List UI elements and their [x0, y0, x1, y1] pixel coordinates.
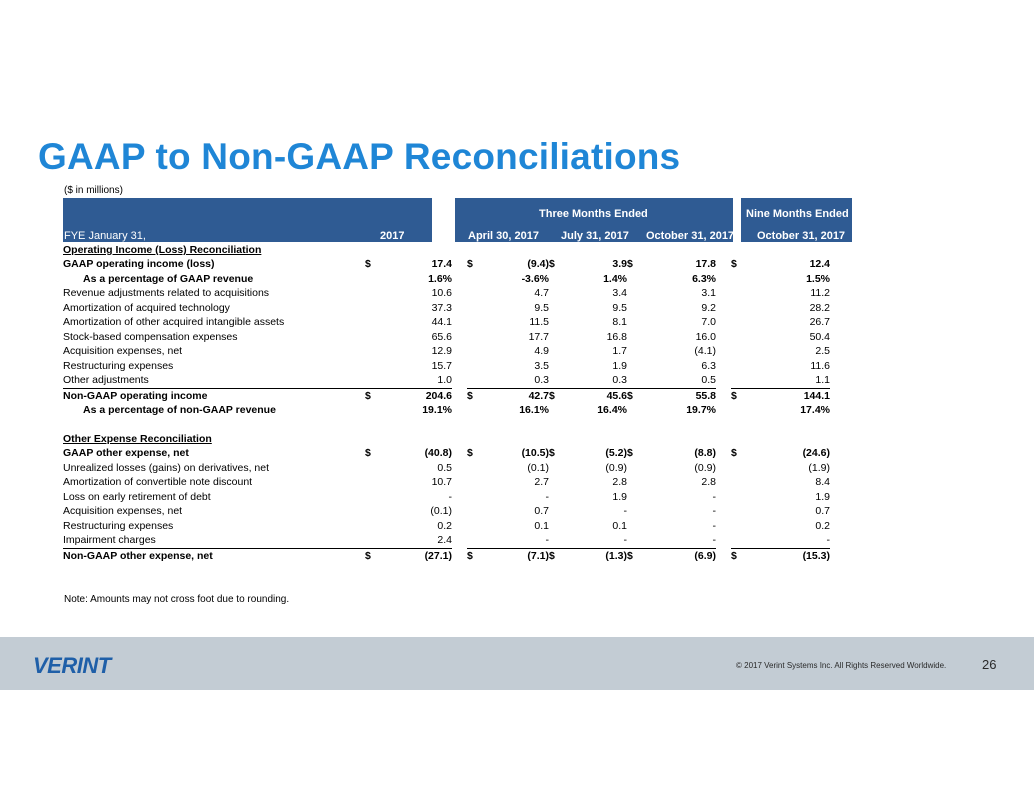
- cell-value: 1.1: [815, 374, 830, 387]
- table-row: [63, 475, 830, 489]
- cell-value: 2.8: [701, 476, 716, 489]
- cell-value: -: [479, 533, 549, 548]
- cell-value: (9.4): [527, 258, 549, 271]
- cell-value: 1.9: [612, 359, 627, 372]
- currency-symbol: $: [365, 549, 371, 562]
- cell-value: 3.4: [612, 287, 627, 300]
- cell-value: 9.5: [534, 301, 549, 314]
- currency-symbol: $: [365, 447, 371, 460]
- cell-value: 0.2: [437, 519, 452, 532]
- row-label: Stock-based compensation expenses: [63, 330, 238, 343]
- cell-value: 7.0: [701, 316, 716, 329]
- cell-value: 19.7%: [686, 403, 716, 416]
- reconciliation-table: [63, 243, 830, 563]
- cell-value: 8.4: [815, 476, 830, 489]
- cell-value: 4.7: [534, 287, 549, 300]
- cell-value: 1.0: [437, 374, 452, 387]
- cell-value: 45.6: [561, 388, 627, 403]
- cell-value: (5.2): [605, 447, 627, 460]
- currency-symbol: $: [627, 388, 639, 403]
- cell-value: 0.7: [534, 505, 549, 518]
- cell-value: 19.1%: [422, 403, 452, 416]
- currency-symbol: $: [365, 258, 371, 271]
- cell-value: (15.3): [802, 549, 830, 562]
- cell-value: (0.9): [694, 461, 716, 474]
- cell-value: 1.9: [815, 490, 830, 503]
- table-row: [63, 490, 830, 504]
- cell-value: 2.8: [612, 476, 627, 489]
- row-label: Non-GAAP other expense, net: [63, 549, 213, 562]
- table-row: [63, 403, 830, 417]
- currency-symbol: $: [467, 549, 473, 562]
- col-header-apr: April 30, 2017: [468, 230, 539, 242]
- row-label: As a percentage of non-GAAP revenue: [83, 403, 276, 416]
- cell-value: 1.9: [612, 490, 627, 503]
- cell-value: 55.8: [639, 388, 716, 403]
- cell-value: (0.1): [527, 461, 549, 474]
- cell-value: 3.9: [612, 258, 627, 271]
- currency-symbol: $: [365, 388, 377, 403]
- cell-value: 204.6: [377, 388, 452, 403]
- cell-value: 12.9: [431, 345, 452, 358]
- footer-bar: [0, 637, 1034, 690]
- table-row: [63, 257, 830, 271]
- fye-label: FYE January 31,: [64, 230, 146, 242]
- cell-value: 1.7: [612, 345, 627, 358]
- cell-value: 3.5: [534, 359, 549, 372]
- cell-value: (4.1): [694, 345, 716, 358]
- table-row: [63, 286, 830, 300]
- currency-symbol: $: [731, 447, 737, 460]
- currency-symbol: $: [467, 388, 479, 403]
- cell-value: 16.8: [606, 330, 627, 343]
- cell-value: 16.1%: [519, 403, 549, 416]
- rounding-note: Note: Amounts may not cross foot due to rounding.: [64, 594, 290, 605]
- cell-value: 17.4%: [800, 403, 830, 416]
- cell-value: 65.6: [431, 330, 452, 343]
- cell-value: 15.7: [431, 359, 452, 372]
- cell-value: (27.1): [424, 549, 452, 562]
- cell-value: 6.3%: [692, 272, 716, 285]
- cell-value: 17.4: [431, 258, 452, 271]
- row-label: Unrealized losses (gains) on derivatives, net: [63, 461, 270, 474]
- cell-value: (10.5): [521, 447, 549, 460]
- units-note: ($ in millions): [64, 185, 123, 196]
- cell-value: -: [712, 490, 716, 503]
- currency-symbol: $: [731, 549, 737, 562]
- table-row: [63, 344, 830, 358]
- cell-value: 17.8: [695, 258, 716, 271]
- currency-symbol: $: [467, 447, 473, 460]
- cell-value: -: [712, 519, 716, 532]
- cell-value: (1.3): [605, 549, 627, 562]
- row-label: Restructuring expenses: [63, 359, 174, 372]
- cell-value: 37.3: [431, 301, 452, 314]
- currency-symbol: $: [549, 388, 561, 403]
- table-row: [63, 301, 830, 315]
- cell-value: -: [545, 490, 549, 503]
- row-label: As a percentage of GAAP revenue: [83, 272, 254, 285]
- cell-value: -: [561, 533, 627, 548]
- cell-value: 10.6: [431, 287, 452, 300]
- svg-text:VERINT: VERINT: [33, 653, 111, 678]
- cell-value: (6.9): [694, 549, 716, 562]
- cell-value: -: [448, 490, 452, 503]
- cell-value: 3.1: [701, 287, 716, 300]
- cell-value: -: [639, 533, 716, 548]
- cell-value: 16.0: [695, 330, 716, 343]
- cell-value: 2.5: [815, 345, 830, 358]
- cell-value: 28.2: [809, 301, 830, 314]
- cell-value: (24.6): [802, 447, 830, 460]
- cell-value: 0.5: [701, 374, 716, 387]
- row-label: Loss on early retirement of debt: [63, 490, 211, 503]
- cell-value: 26.7: [809, 316, 830, 329]
- cell-value: 50.4: [809, 330, 830, 343]
- cell-value: (7.1): [527, 549, 549, 562]
- cell-value: -: [712, 505, 716, 518]
- cell-value: 0.5: [437, 461, 452, 474]
- currency-symbol: $: [549, 549, 555, 562]
- currency-symbol: $: [731, 388, 743, 403]
- row-label: Amortization of acquired technology: [63, 301, 230, 314]
- table-row: [63, 504, 830, 518]
- cell-value: -: [623, 505, 627, 518]
- table-row: [63, 432, 830, 446]
- row-label: GAAP operating income (loss): [63, 258, 215, 271]
- table-row: [63, 330, 830, 344]
- cell-value: 1.5%: [806, 272, 830, 285]
- col-header-jul: July 31, 2017: [561, 230, 629, 242]
- table-row: [63, 272, 830, 286]
- row-label: Revenue adjustments related to acquisitions: [63, 287, 270, 300]
- cell-value: (8.8): [694, 447, 716, 460]
- cell-value: 11.2: [810, 287, 830, 300]
- cell-value: (0.9): [605, 461, 627, 474]
- cell-value: 12.4: [809, 258, 830, 271]
- table-row: [63, 461, 830, 475]
- row-label: Non-GAAP operating income: [63, 388, 365, 403]
- table-row: [63, 315, 830, 329]
- cell-value: 11.5: [529, 316, 549, 329]
- cell-value: 16.4%: [597, 403, 627, 416]
- cell-value: 10.7: [431, 476, 452, 489]
- cell-value: 44.1: [431, 316, 452, 329]
- cell-value: 0.3: [612, 374, 627, 387]
- currency-symbol: $: [549, 258, 555, 271]
- cell-value: -: [743, 533, 830, 548]
- row-label: Other adjustments: [63, 374, 149, 387]
- nine-months-ended-label: Nine Months Ended: [746, 208, 849, 220]
- currency-symbol: $: [627, 258, 633, 271]
- cell-value: 2.7: [534, 476, 549, 489]
- currency-symbol: $: [549, 447, 555, 460]
- row-label: Impairment charges: [63, 533, 365, 548]
- cell-value: (40.8): [424, 447, 452, 460]
- cell-value: (1.9): [808, 461, 830, 474]
- cell-value: 4.9: [534, 345, 549, 358]
- section-heading-other-expense: Other Expense Reconciliation: [63, 432, 212, 445]
- table-row: [63, 519, 830, 533]
- table-row: [63, 243, 830, 257]
- cell-value: 17.7: [528, 330, 549, 343]
- currency-symbol: $: [731, 258, 737, 271]
- row-label: Amortization of convertible note discount: [63, 476, 253, 489]
- table-row: [63, 373, 830, 388]
- table-row: [63, 548, 830, 563]
- cell-value: 0.2: [815, 519, 830, 532]
- row-label: GAAP other expense, net: [63, 447, 189, 460]
- copyright-text: © 2017 Verint Systems Inc. All Rights Reserved Worldwide.: [736, 661, 947, 670]
- cell-value: 2.4: [377, 533, 452, 548]
- cell-value: 42.7: [479, 388, 549, 403]
- currency-symbol: $: [627, 447, 633, 460]
- cell-value: 9.5: [612, 301, 627, 314]
- section-heading-operating: Operating Income (Loss) Reconciliation: [63, 244, 262, 256]
- row-label: Restructuring expenses: [63, 519, 174, 532]
- table-row-spacer: [63, 417, 830, 431]
- cell-value: 144.1: [743, 388, 830, 403]
- currency-symbol: $: [467, 258, 473, 271]
- table-row: [63, 533, 830, 548]
- table-row: [63, 359, 830, 373]
- table-row: [63, 388, 830, 403]
- cell-value: 1.4%: [603, 272, 627, 285]
- col-header-nine-oct: October 31, 2017: [757, 230, 846, 242]
- cell-value: -3.6%: [521, 272, 549, 285]
- page-title: GAAP to Non-GAAP Reconciliations: [38, 136, 681, 177]
- three-months-ended-label: Three Months Ended: [539, 208, 648, 220]
- cell-value: 1.6%: [428, 272, 452, 285]
- col-header-2017: 2017: [380, 230, 405, 242]
- cell-value: 11.6: [810, 359, 830, 372]
- row-label: Acquisition expenses, net: [63, 505, 183, 518]
- currency-symbol: $: [627, 549, 633, 562]
- verint-logo: [33, 651, 123, 679]
- page-number: 26: [982, 657, 997, 672]
- row-label: Amortization of other acquired intangible assets: [63, 316, 285, 329]
- cell-value: 9.2: [701, 301, 716, 314]
- cell-value: 0.1: [612, 519, 627, 532]
- cell-value: (0.1): [430, 505, 452, 518]
- row-label: Acquisition expenses, net: [63, 345, 183, 358]
- cell-value: 0.7: [815, 505, 830, 518]
- cell-value: 6.3: [701, 359, 716, 372]
- col-header-oct: October 31, 2017: [646, 230, 735, 242]
- table-row: [63, 446, 830, 460]
- cell-value: 0.3: [534, 374, 549, 387]
- cell-value: 0.1: [534, 519, 549, 532]
- cell-value: 8.1: [612, 316, 627, 329]
